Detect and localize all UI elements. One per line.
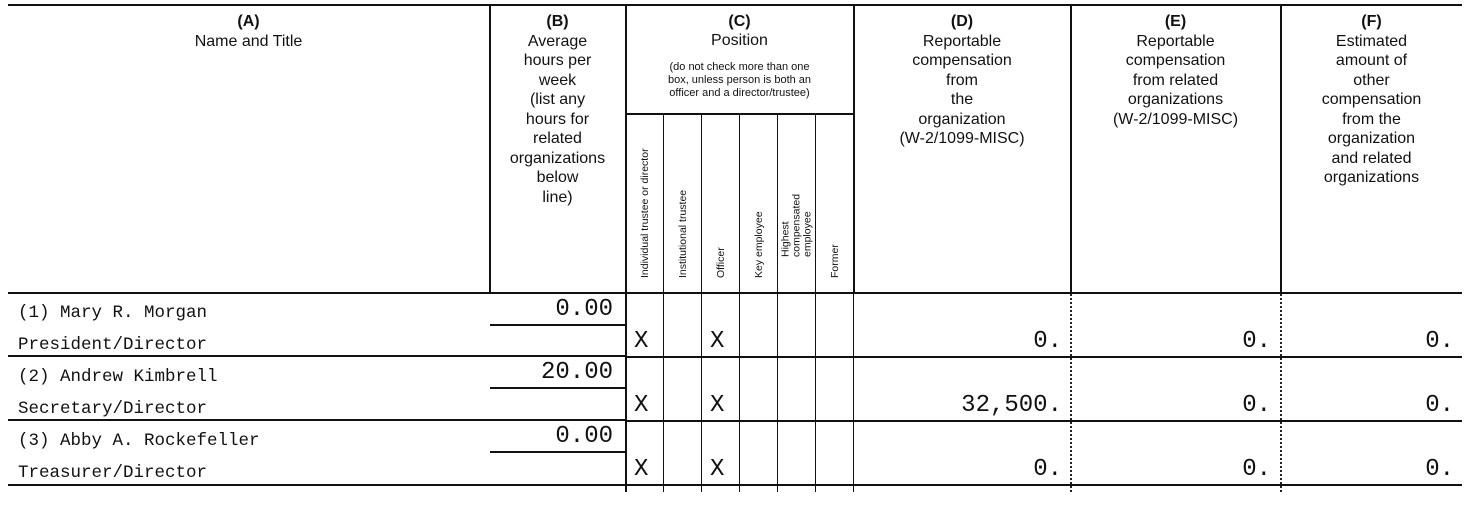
row-2-comp-other: 0.: [1425, 392, 1454, 419]
row-3-hours: 0.00: [555, 423, 613, 450]
header-d-line: from: [946, 71, 978, 89]
header-e-line: organizations: [1127, 91, 1224, 108]
row-3-officer-mark: X: [710, 456, 725, 483]
header-e: [1071, 12, 1280, 129]
row-1-title: President/Director: [18, 335, 208, 355]
header-e-line: Reportable: [1136, 32, 1215, 50]
row-1-title-underline: [8, 355, 625, 357]
header-c-note: [626, 61, 853, 100]
row-1-trustee-mark: X: [634, 328, 649, 355]
row-2-comp-org: 32,500.: [961, 392, 1062, 419]
row-3-comp-org: 0.: [1033, 456, 1062, 483]
subcol-institutional-trustee: [664, 114, 702, 294]
header-d-line: Reportable: [922, 32, 1002, 50]
header-a: [8, 12, 489, 51]
subcol-label: Key employee: [753, 211, 765, 278]
row-1-comp-related: 0.: [1242, 328, 1271, 355]
header-d: [854, 12, 1070, 149]
header-b-line: organizations: [509, 149, 606, 167]
header-d-line: (W-2/1099-MISC): [899, 130, 1025, 147]
subcol-key-employee: [740, 114, 778, 294]
row-1-comp-org: 0.: [1033, 328, 1062, 355]
header-b-line: week: [538, 71, 577, 89]
subcol-label: Institutional trustee: [677, 189, 689, 278]
header-f: [1281, 12, 1462, 188]
header-c-note-line: (do not check more than one: [669, 61, 810, 73]
header-e-letter: (E): [1164, 13, 1187, 30]
header-b-line: hours per: [523, 52, 592, 69]
row-3-title: Treasurer/Director: [18, 463, 208, 483]
subcol-officer: [702, 114, 740, 294]
header-f-line: organization: [1327, 130, 1416, 147]
subcol-label: Former: [829, 244, 841, 278]
subcol-former: [816, 114, 854, 294]
subcol-individual-trustee: [626, 114, 664, 294]
subcol-label: Officer: [715, 247, 727, 278]
header-b-line: hours for: [525, 110, 590, 128]
row-1-hours: 0.00: [555, 296, 613, 323]
row-2-trustee-mark: X: [634, 392, 649, 419]
row-1-comp-other: 0.: [1425, 328, 1454, 355]
header-b-line: line): [542, 188, 573, 206]
header-a-letter: (A): [237, 13, 260, 30]
header-f-line: and related: [1331, 149, 1412, 167]
top-rule: [8, 4, 1462, 6]
row-1-hours-rule: [490, 324, 625, 326]
row-2-officer-mark: X: [710, 392, 725, 419]
header-c: [626, 12, 853, 49]
row-2-comp-related: 0.: [1242, 392, 1271, 419]
header-b-line: (list any: [529, 91, 586, 108]
header-e-line: from related: [1132, 71, 1219, 89]
header-f-line: compensation: [1321, 91, 1422, 108]
header-e-line: compensation: [1125, 52, 1226, 69]
header-e-line: (W-2/1099-MISC): [1112, 110, 1239, 128]
header-f-line: amount of: [1335, 52, 1408, 69]
subcol-label: Individual trustee or director: [639, 148, 651, 278]
row-2-hours: 20.00: [540, 359, 613, 386]
row-2-name: (2) Andrew Kimbrell: [18, 367, 218, 387]
subcol-label: Highest compensated employee: [779, 193, 814, 257]
row-2-hours-rule: [490, 387, 625, 389]
header-b-letter: (B): [546, 13, 569, 30]
header-b-line: related: [533, 130, 582, 147]
header-f-line: Estimated: [1335, 32, 1408, 50]
row-3-hours-rule: [490, 451, 625, 453]
row-3-comp-related: 0.: [1242, 456, 1271, 483]
subcol-highest-compensated: [778, 114, 816, 294]
header-b-line: Average: [527, 32, 588, 50]
header-c-note-line: box, unless person is both an: [667, 74, 812, 86]
header-d-line: organization: [918, 110, 1006, 128]
row-2-title-underline: [8, 419, 625, 421]
row-2-bottom-rule: [625, 420, 1462, 422]
header-c-note-line: officer and a director/trustee): [669, 87, 810, 99]
row-2-title: Secretary/Director: [18, 399, 208, 419]
row-3-name: (3) Abby A. Rockefeller: [18, 431, 260, 451]
row-3-trustee-mark: X: [634, 456, 649, 483]
row-3-bottom-rule: [625, 484, 1462, 486]
header-b-line: below: [536, 169, 579, 186]
header-d-line: the: [950, 91, 974, 108]
header-d-line: compensation: [912, 52, 1012, 69]
header-b: [490, 12, 625, 207]
header-f-line: organizations: [1323, 169, 1420, 186]
header-f-line: other: [1353, 71, 1390, 89]
row-1-officer-mark: X: [710, 328, 725, 355]
header-a-text: Name and Title: [194, 32, 303, 50]
header-d-letter: (D): [950, 13, 974, 30]
row-1-bottom-rule: [625, 356, 1462, 358]
header-f-letter: (F): [1361, 13, 1382, 30]
row-3-title-underline: [8, 484, 625, 486]
header-c-title: Position: [711, 31, 768, 49]
row-3-comp-other: 0.: [1425, 456, 1454, 483]
row-1-name: (1) Mary R. Morgan: [18, 303, 208, 323]
header-c-letter: (C): [728, 13, 751, 30]
header-f-line: from the: [1342, 110, 1401, 128]
